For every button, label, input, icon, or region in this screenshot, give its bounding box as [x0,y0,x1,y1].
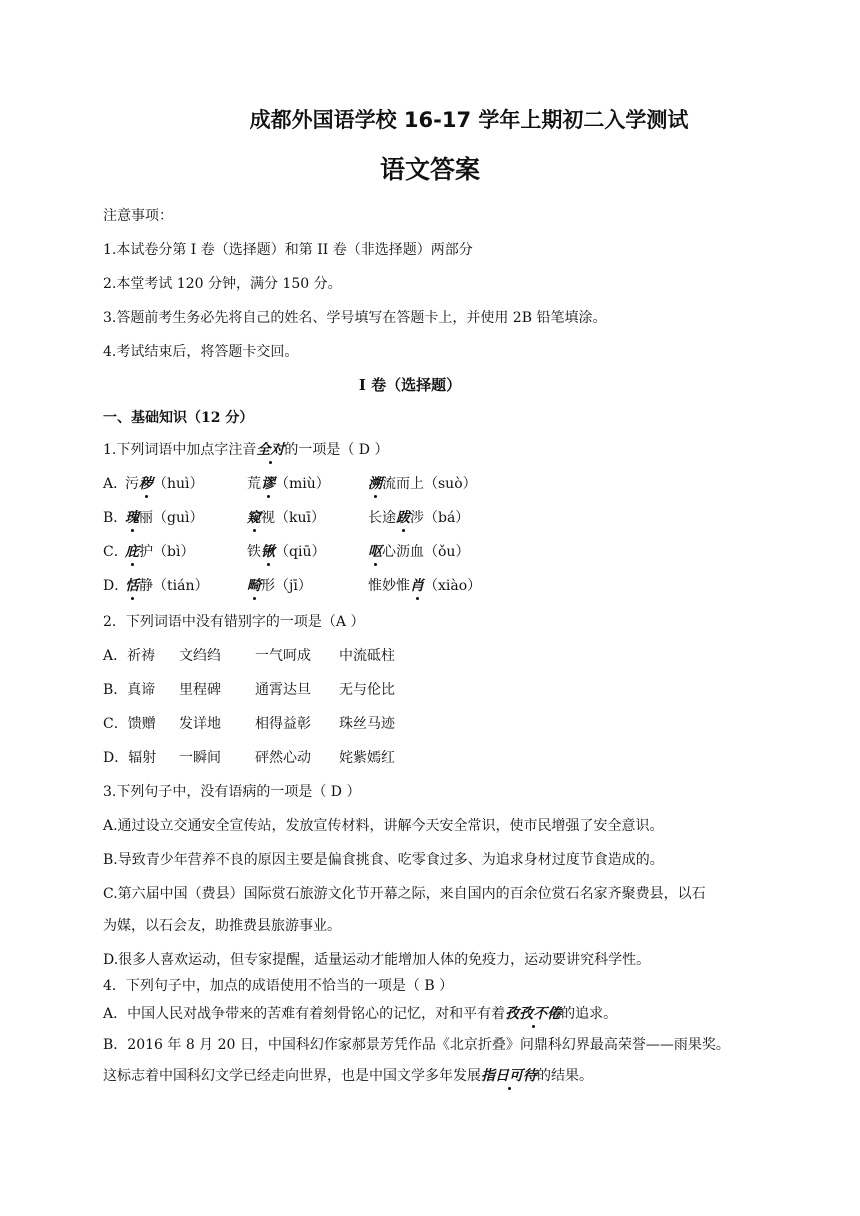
q1-option-b: B． 瑰丽（guì） 窥视（kuī） 长途跋涉（bá） [103,510,470,526]
notes-heading: 注意事项： [103,208,173,224]
dotted-char: 呕 [368,544,382,560]
dotted-char: 谬 [261,476,275,492]
dotted-char: 庇 [125,544,139,560]
q2-option-b: B．真谛 里程碑 通霄达旦 无与伦比 [103,682,395,698]
q2-option-a: A．祈祷 文绉绉 一气呵成 中流砥柱 [103,648,395,664]
dotted-char: 瑰 [125,510,139,526]
q3-option-b: B.导致青少年营养不良的原因主要是偏食挑食、吃零食过多、为追求身材过度节食造成的。 [103,852,664,868]
exam-title: 成都外国语学校 16-17 学年上期初二入学测试 [249,108,689,132]
dotted-idiom: 孜孜不倦 [505,1006,562,1022]
q4-option-a: A．中国人民对战争带来的苦难有着刻骨铭心的记忆，对和平有着孜孜不倦的追求。 [103,1006,618,1022]
q3-option-d: D.很多人喜欢运动，但专家提醒，适量运动才能增加人体的免疫力，运动要讲究科学性。 [103,952,651,968]
note-item-4: 4.考试结束后，将答题卡交回。 [103,344,299,360]
dotted-char: 窥 [247,510,261,526]
dotted-char: 肖 [410,578,424,594]
q2-option-c: C．馈赠 发详地 相得益彰 珠丝马迹 [103,716,395,732]
part-heading: 一、基础知识（12 分） [103,410,254,426]
question-4-stem: 4．下列句子中，加点的成语使用不恰当的一项是（ B ） [103,978,454,994]
dotted-char: 秽 [139,476,153,492]
question-3-stem: 3.下列句子中，没有语病的一项是（ D ） [103,784,361,800]
section-title: I 卷（选择题） [358,376,462,394]
q3-option-c-line2: 为媒，以石会友，助推费县旅游事业。 [103,918,341,934]
q1-option-d: D． 恬静（tián） 畸形（jī） 惟妙惟肖（xiào） [103,578,482,594]
dotted-char: 锹 [261,544,275,560]
emphasis-text: 全对 [256,442,285,458]
q4-option-b-line1: B．2016 年 8 月 20 日，中国科幻作家郝景芳凭作品《北京折叠》问鼎科幻界最高荣誉——雨果奖。 [103,1037,730,1053]
question-1-stem: 1.下列词语中加点字注音全对的一项是（ D ） [103,442,389,458]
q4-option-b-line2: 这标志着中国科幻文学已经走向世界，也是中国文学多年发展指日可待的结果。 [103,1068,593,1084]
dotted-char: 畸 [247,578,261,594]
note-item-3: 3.答题前考生务必先将自己的姓名、学号填写在答题卡上，并使用 2B 铅笔填涂。 [103,310,607,326]
q2-option-d: D．辐射 一瞬间 砰然心动 姹紫嫣红 [103,750,395,766]
dotted-char: 跋 [396,510,410,526]
dotted-idiom: 指日可待 [481,1068,537,1084]
q1-option-c: C． 庇护（bì） 铁锹（qiū） 呕心沥血（ǒu） [103,544,470,560]
q3-option-a: A.通过设立交通安全宣传站，发放宣传材料，讲解今天安全常识，使市民增强了安全意识。 [103,818,664,834]
exam-subtitle: 语文答案 [379,155,480,184]
question-2-stem: 2．下列词语中没有错别字的一项是（A ） [103,614,365,630]
note-item-1: 1.本试卷分第 I 卷（选择题）和第 II 卷（非选择题）两部分 [103,242,473,258]
dotted-char: 恬 [125,578,139,594]
dotted-char: 溯 [368,476,382,492]
q1-option-a: A． 污秽（huì） 荒谬（miù） 溯流而上（suò） [103,476,477,492]
note-item-2: 2.本堂考试 120 分钟，满分 150 分。 [103,276,342,292]
q3-option-c-line1: C.第六届中国（费县）国际赏石旅游文化节开幕之际，来自国内的百余位赏石名家齐聚费县，以石 [103,886,706,902]
